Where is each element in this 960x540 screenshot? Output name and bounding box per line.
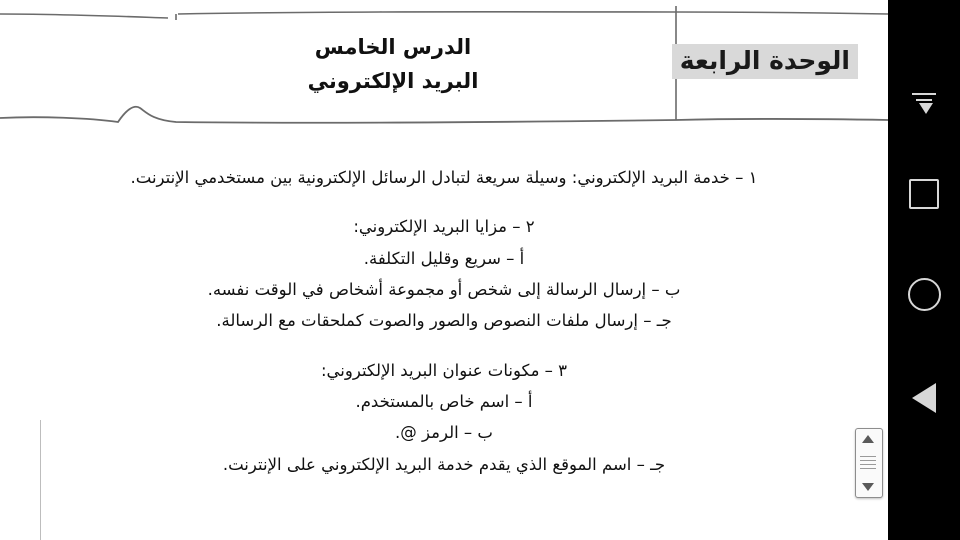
lesson-title-line-2: البريد الإلكتروني (307, 69, 479, 94)
body-paragraph-2: ٢ – مزايا البريد الإلكتروني: (353, 217, 535, 237)
scroll-up-icon[interactable] (862, 435, 874, 443)
document-header (0, 0, 888, 132)
home-icon (908, 278, 941, 311)
recents-button[interactable] (888, 158, 960, 230)
body-paragraph-1: ١ – خدمة البريد الإلكتروني: وسيلة سريعة لتبادل الرسائل الإلكترونية بين مستخدمي الإنترنت. (130, 168, 758, 187)
home-button[interactable] (888, 258, 960, 330)
lesson-title (228, 30, 558, 98)
body-paragraph-4: ب – إرسال الرسالة إلى شخص أو مجموعة أشخاص في الوقت نفسه. (207, 280, 681, 300)
back-icon (912, 383, 936, 413)
scrollbar-track[interactable] (40, 420, 41, 540)
recents-icon (909, 179, 939, 209)
unit-title: الوحدة الرابعة (672, 44, 858, 79)
android-navigation-bar (888, 0, 960, 540)
body-paragraph-5: جـ – إرسال ملفات النصوص والصور والصوت كملحقات مع الرسالة. (216, 311, 672, 331)
body-paragraph-8: ب – الرمز @. (395, 423, 493, 443)
body-paragraph-6: ٣ – مكونات عنوان البريد الإلكتروني: (320, 360, 568, 380)
scroll-grip-icon (860, 453, 876, 473)
collapse-keyboard-button[interactable] (888, 68, 960, 140)
lesson-title-line-1: الدرس الخامس (314, 35, 472, 59)
scroll-down-icon[interactable] (862, 483, 874, 491)
back-button[interactable] (888, 362, 960, 434)
body-paragraph-7: أ – اسم خاص بالمستخدم. (355, 392, 533, 412)
body-paragraph-3: أ – سريع وقليل التكلفة. (363, 248, 525, 268)
scrollbar-thumb[interactable] (855, 428, 883, 498)
document-body (0, 150, 888, 480)
body-paragraph-9: جـ – اسم الموقع الذي يقدم خدمة البريد الإلكتروني على الإنترنت. (222, 454, 666, 474)
collapse-keyboard-icon (910, 91, 938, 117)
